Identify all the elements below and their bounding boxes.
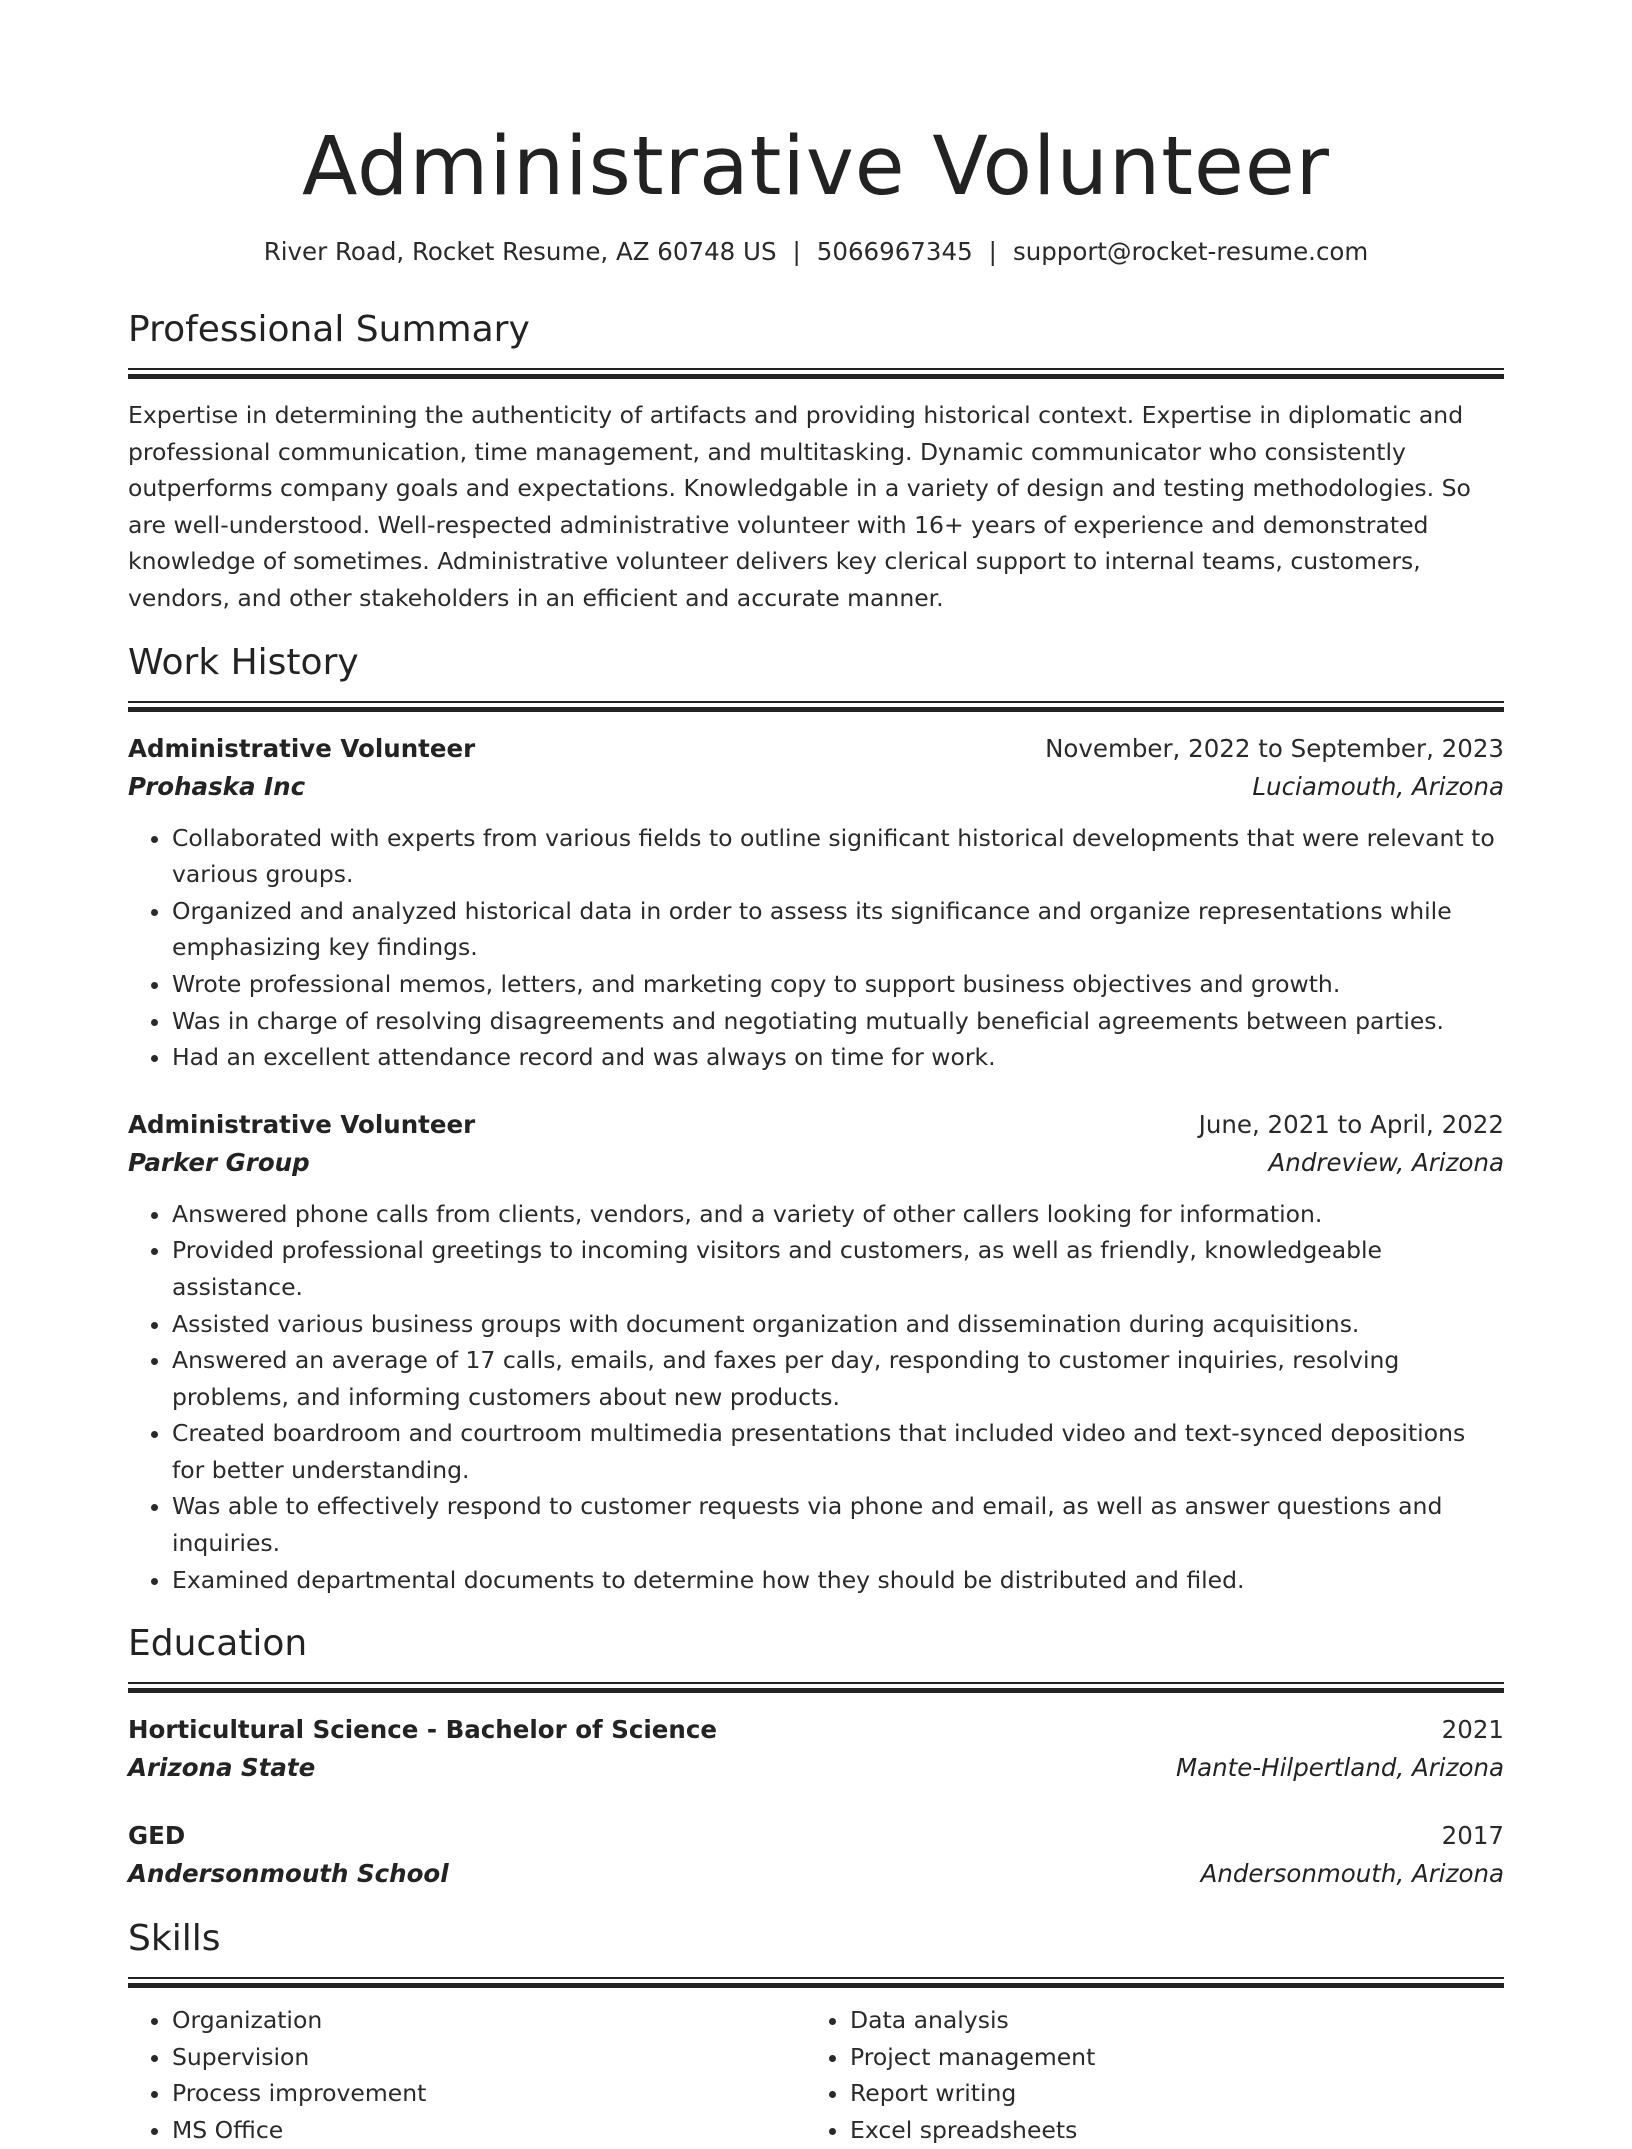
job-bullet: • Answered an average of 17 calls, emails, and faxes per day, responding to customer inquiries, resolving problems, and informing customers about new products. xyxy=(172,1342,1504,1415)
education-section xyxy=(128,1620,1504,1893)
job-bullet: • Wrote professional memos, letters, and marketing copy to support business objectives and growth. xyxy=(172,966,1504,1003)
school-location: Andersonmouth, Arizona xyxy=(1200,1859,1504,1889)
job-bullet: • Assisted various business groups with document organization and dissemination during acquisitions. xyxy=(172,1306,1504,1343)
job-company-row xyxy=(128,1144,1504,1182)
job-location: Andreview, Arizona xyxy=(1268,1147,1504,1177)
job-location: Luciamouth, Arizona xyxy=(1252,771,1504,801)
skill-item: • Organization xyxy=(172,2002,806,2039)
contact-separator: | xyxy=(988,237,997,266)
phone-text: 5066967345 xyxy=(816,237,973,266)
job-bullet: • Answered phone calls from clients, vendors, and a variety of other callers looking for information. xyxy=(172,1196,1504,1233)
school-location: Mante-Hilpertland, Arizona xyxy=(1175,1753,1504,1783)
section-title-summary: Professional Summary xyxy=(128,309,530,350)
education-header-row xyxy=(128,1711,1504,1749)
section-divider xyxy=(128,368,1504,379)
address-text: River Road, Rocket Resume, AZ 60748 US xyxy=(263,237,777,266)
candidate-name: Administrative Volunteer xyxy=(302,120,1330,214)
job-bullet: • Collaborated with experts from various fields to outline significant historical developments that were relevant to various groups. xyxy=(172,820,1504,893)
graduation-year: 2017 xyxy=(1441,1821,1504,1851)
job-title: Administrative Volunteer xyxy=(128,733,476,763)
education-school-row xyxy=(128,1749,1504,1787)
section-title-work-history: Work History xyxy=(128,641,359,683)
skill-item: • Excel spreadsheets xyxy=(850,2112,1484,2149)
job-header-row xyxy=(128,1106,1504,1144)
section-divider xyxy=(128,701,1504,712)
section-divider xyxy=(128,1682,1504,1693)
job-company-row xyxy=(128,768,1504,806)
summary-text: Expertise in determining the authenticity of artifacts and providing historical context. Expertise in diplomatic and professional communication, time management, and multitasking. Dynamic communicator who consistently outperforms company goals and expectations. Knowledgable in a variety of design and testing methodologies. So are well-understood. Well-respected administrative volunteer with 16+ years of experience and demonstrated knowledge of sometimes. Administrative volunteer delivers key clerical support to internal teams, customers, vendors, and other stakeholders in an efficient and accurate manner. xyxy=(128,401,1471,612)
section-title-education: Education xyxy=(128,1623,308,1665)
job-bullet: • Had an excellent attendance record and was always on time for work. xyxy=(172,1039,1504,1076)
job-bullet: • Created boardroom and courtroom multimedia presentations that included video and text-synced depositions for better understanding. xyxy=(172,1415,1504,1488)
contact-separator: | xyxy=(792,237,801,266)
education-entry xyxy=(128,1817,1504,1893)
company-name: Prohaska Inc xyxy=(128,771,306,801)
skill-item: • Project management xyxy=(850,2039,1484,2076)
skill-item: • Data analysis xyxy=(850,2002,1484,2039)
job-bullet: • Provided professional greetings to incoming visitors and customers, as well as friendly, knowledgeable assistance. xyxy=(172,1232,1504,1305)
resume-page xyxy=(128,0,1504,2149)
skills-list-left xyxy=(128,2002,806,2148)
school-name: Andersonmouth School xyxy=(128,1859,449,1889)
section-divider xyxy=(128,1977,1504,1988)
education-header-row xyxy=(128,1817,1504,1855)
skill-item: • Report writing xyxy=(850,2075,1484,2112)
job-bullet: • Organized and analyzed historical data in order to assess its significance and organize representations while emphasizing key findings. xyxy=(172,893,1504,966)
skill-item: • Process improvement xyxy=(172,2075,806,2112)
skills-section xyxy=(128,1915,1504,2148)
degree-name: Horticultural Science - Bachelor of Science xyxy=(128,1715,717,1745)
school-name: Arizona State xyxy=(128,1753,316,1783)
email-text: support@rocket-resume.com xyxy=(1012,237,1369,266)
job-bullets xyxy=(128,1196,1504,1599)
job-bullet: • Was in charge of resolving disagreements and negotiating mutually beneficial agreements between parties. xyxy=(172,1003,1504,1040)
degree-name: GED xyxy=(128,1821,186,1851)
work-history-section xyxy=(128,639,1504,1599)
education-school-row xyxy=(128,1855,1504,1893)
contact-line xyxy=(128,236,1504,268)
section-title-skills: Skills xyxy=(128,1918,221,1960)
summary-section xyxy=(128,306,1504,617)
job-title: Administrative Volunteer xyxy=(128,1109,476,1139)
job-bullet: • Was able to effectively respond to customer requests via phone and email, as well as answer questions and inquiries. xyxy=(172,1488,1504,1561)
job-header-row xyxy=(128,730,1504,768)
job-bullets xyxy=(128,820,1504,1076)
skill-item: • Supervision xyxy=(172,2039,806,2076)
skills-columns xyxy=(128,2002,1504,2148)
job-dates: November, 2022 to September, 2023 xyxy=(1045,733,1504,763)
job-dates: June, 2021 to April, 2022 xyxy=(1198,1109,1504,1139)
job-bullet: • Examined departmental documents to determine how they should be distributed and filed. xyxy=(172,1562,1504,1599)
job-entry xyxy=(128,730,1504,1076)
job-entry xyxy=(128,1106,1504,1599)
skills-list-right xyxy=(806,2002,1484,2148)
company-name: Parker Group xyxy=(128,1147,310,1177)
graduation-year: 2021 xyxy=(1441,1715,1504,1745)
education-entry xyxy=(128,1711,1504,1787)
skill-item: • MS Office xyxy=(172,2112,806,2149)
